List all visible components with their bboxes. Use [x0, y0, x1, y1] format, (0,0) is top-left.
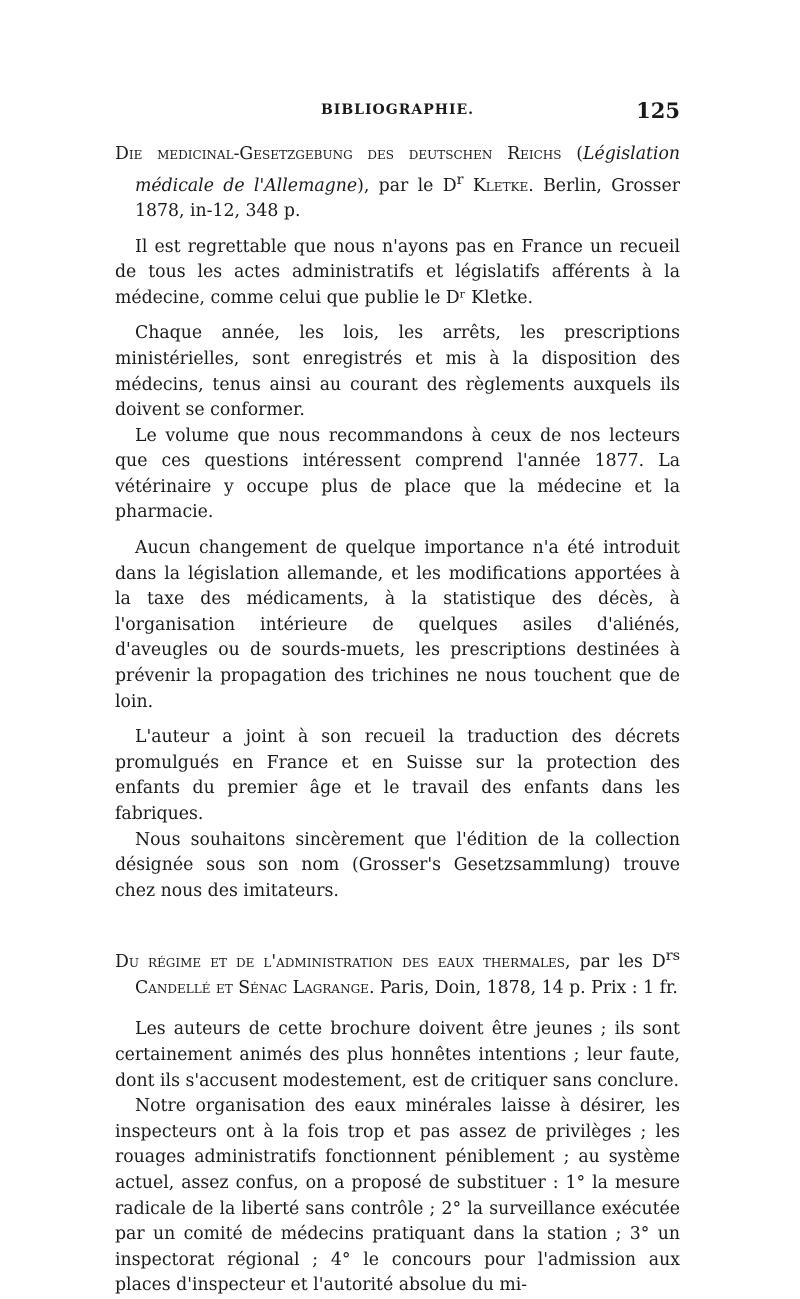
- review-2-paragraph: Les auteurs de cette brochure doivent être jeunes ; ils sont certainement animés des plus honnêtes intentions ; leur faute, dont ils s'accusent modestement, est de critiquer sans conclure.: [115, 1019, 680, 1091]
- review-1-title: Die medicinal-Gesetzgebung des deutschen Reichs: [115, 144, 562, 164]
- review-2-authors: Candellé et Sénac Lagrange: [135, 977, 369, 998]
- review-1-paragraph: Nous souhaitons sincèrement que l'édition de la collection désignée sous son nom (Grosser's Gesetzsammlung) trouve chez nous des imitateurs.: [115, 829, 680, 901]
- review-2-publication: . Paris, Doin, 1878, 14 p. Prix : 1 fr.: [368, 977, 678, 998]
- review-2-title: Du régime et de l'administration des eaux thermales: [115, 952, 566, 973]
- text-column: [115, 142, 680, 1299]
- running-title: BIBLIOGRAPHIE.: [320, 102, 475, 118]
- review-1-translated-title: Législation médicale de l'Allemagne: [135, 144, 680, 196]
- review-1-paragraph: Chaque année, les lois, les arrêts, les prescriptions ministérielles, sont enregistrés et mis à la disposition des médecins, tenus ainsi au courant des règlements auxquels ils doivent se conformer.: [115, 323, 680, 421]
- review-2-paragraph: Notre organisation des eaux minérales laisse à désirer, les inspecteurs ont à la fois trop et pas assez de privilèges ; les rouages administratifs fonctionnent péniblement ; au système actuel, assez confus, on a proposé de substituer : 1° la mesure radicale de la liberté sans contrôle ; 2° la surveillance exécutée par un comité de médecins pratiquant dans la station ; 3° un inspectorat régional ; 4° le concours pour l'admission aux places d'inspecteur et l'autorité absolue du mi-: [115, 1096, 680, 1296]
- review-2-citation: Du régime et de l'administration des eaux thermales, par les $D^{rs}$ Candellé et Sénac Lagrange. Paris, Doin, 1878, 14 p. Prix : 1 fr.: [115, 948, 681, 998]
- review-1-paragraph: L'auteur a joint à son recueil la traduction des décrets promulgués en France et en Suisse sur la protection des enfants du premier âge et le travail des enfants dans les fabriques.: [115, 727, 680, 825]
- page-number: 125: [636, 98, 680, 123]
- review-1-paragraph: Il est regrettable que nous n'ayons pas en France un recueil de tous les actes administratifs et législatifs afférents à la médecine, comme celui que publie le Dʳ Kletke.: [115, 236, 680, 308]
- review-1-publication: . Berlin, Grosser 1878, in-12, 348 p.: [135, 175, 680, 221]
- review-1-paragraph: Aucun changement de quelque importance n'a été introduit dans la législation allemande, et les modifications apportées à la taxe des médicaments, à la statistique des décès, à l'organisation intérieure de quelques asiles d'aliénés, d'aveugles ou de sourds-muets, les prescriptions destinées à prévenir la propagation des trichines ne nous touchent que de loin.: [115, 538, 680, 712]
- review-1-citation: Die medicinal-Gesetzgebung des deutschen Reichs (Législation médicale de l'Allemagne), par le $D^r$ Kletke. Berlin, Grosser 1878, in-12, 348 p.: [115, 144, 680, 221]
- review-1-paragraph: Le volume que nous recommandons à ceux de nos lecteurs que ces questions intéressent comprend l'année 1877. La vétérinaire y occupe plus de place que la médecine et la pharmacie.: [115, 425, 680, 523]
- page-header: [115, 98, 680, 128]
- review-1-author: Kletke: [463, 175, 529, 196]
